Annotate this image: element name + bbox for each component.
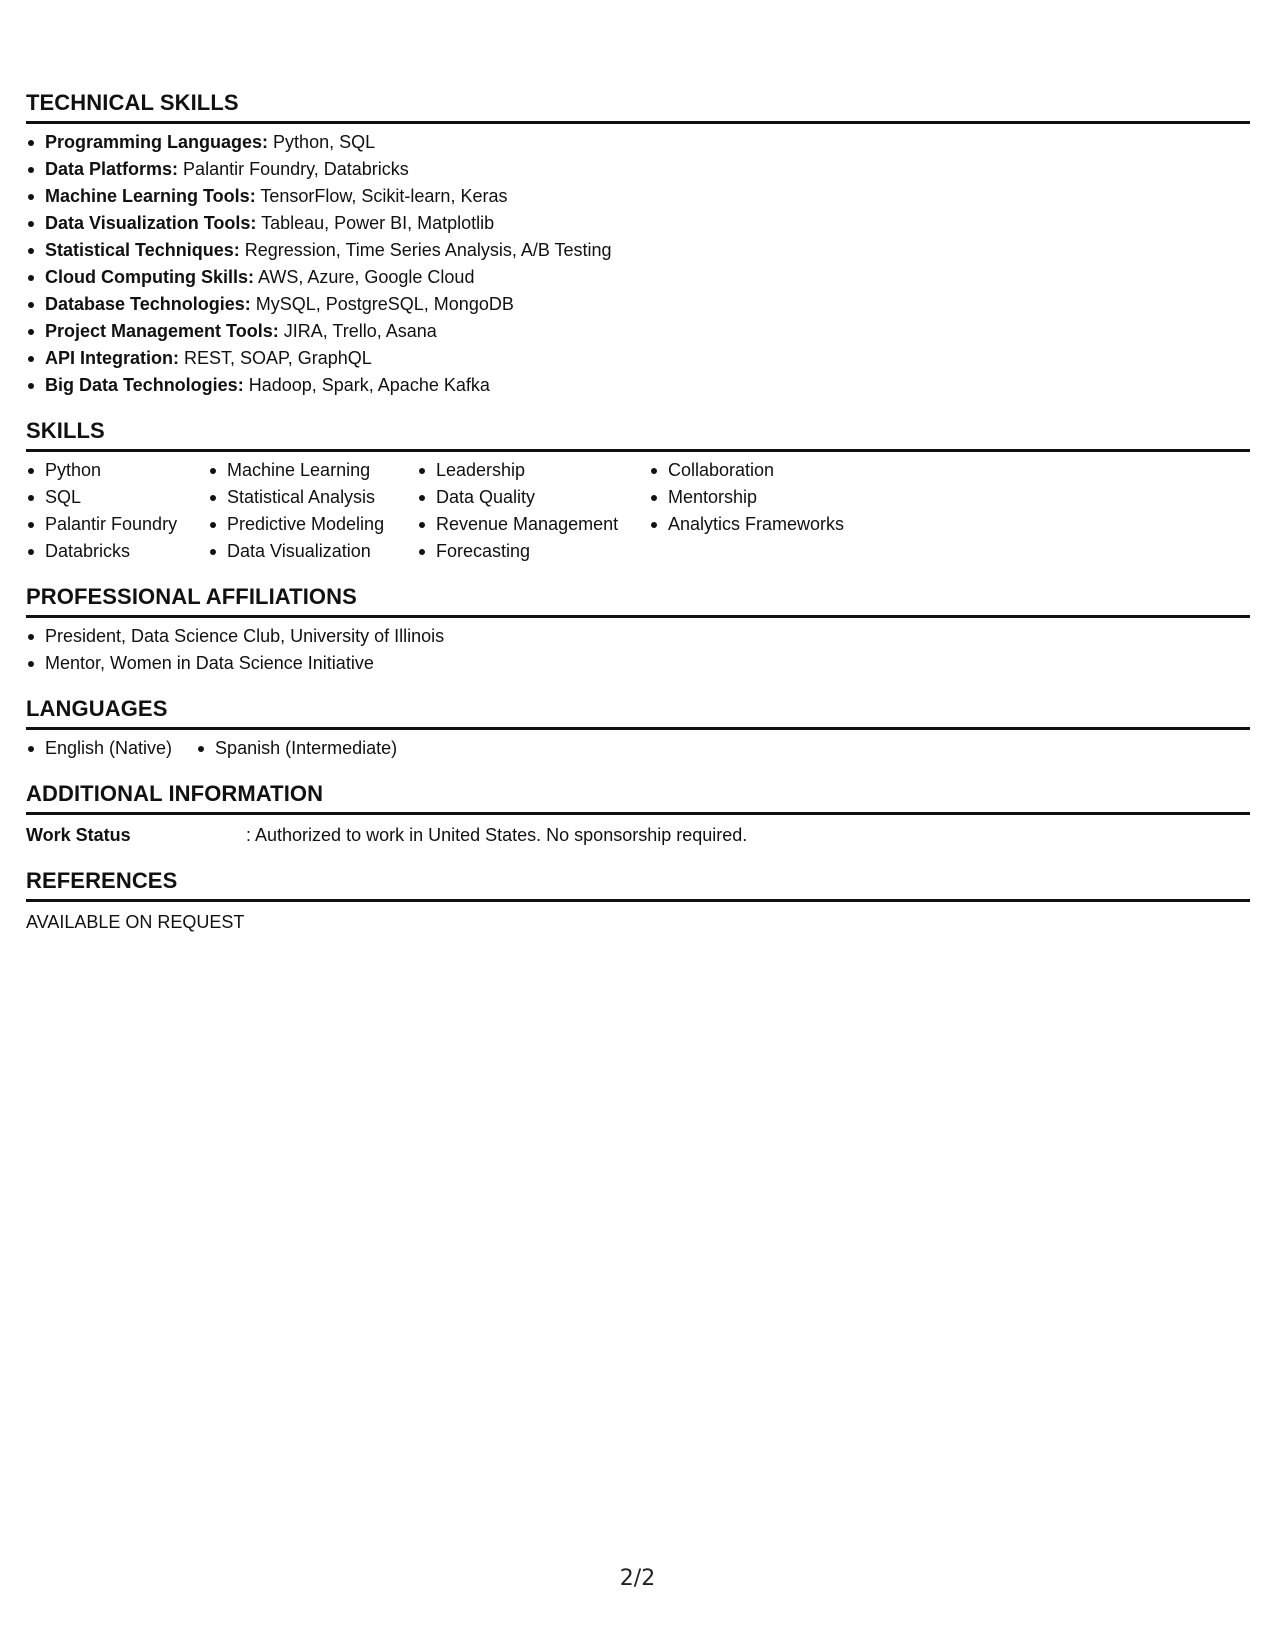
skills-column [208, 457, 417, 565]
work-status-label: Work Status [26, 825, 131, 845]
list-item: President, Data Science Club, University of Illinois [26, 623, 1250, 650]
section-spacer [26, 762, 1250, 781]
list-item: Collaboration [649, 457, 869, 484]
list-item: Predictive Modeling [208, 511, 417, 538]
skill-values: Palantir Foundry, Databricks [183, 159, 409, 179]
list-item: Mentorship [649, 484, 869, 511]
list-item: Mentor, Women in Data Science Initiative [26, 650, 1250, 677]
list-item [26, 129, 1250, 156]
skill-values: MySQL, PostgreSQL, MongoDB [255, 294, 514, 314]
languages-list [26, 735, 421, 762]
section-spacer [26, 849, 1250, 868]
list-item [26, 372, 1250, 399]
skill-category: Database Technologies: [45, 294, 251, 314]
list-item: Revenue Management [417, 511, 649, 538]
languages-section [26, 696, 1250, 762]
skill-values: AWS, Azure, Google Cloud [258, 267, 475, 287]
skills-column [26, 457, 208, 565]
skill-category: Data Platforms: [45, 159, 179, 179]
section-heading: PROFESSIONAL AFFILIATIONS [26, 584, 1250, 618]
skill-values: REST, SOAP, GraphQL [184, 348, 372, 368]
list-item [26, 237, 1250, 264]
list-item [26, 183, 1250, 210]
section-spacer [26, 677, 1250, 696]
list-item: Data Quality [417, 484, 649, 511]
skill-category: API Integration: [45, 348, 179, 368]
work-status-row [26, 815, 1250, 849]
list-item: Data Visualization [208, 538, 417, 565]
skills-column [649, 457, 869, 565]
skill-values: Tableau, Power BI, Matplotlib [261, 213, 495, 233]
list-item [26, 345, 1250, 372]
section-heading: TECHNICAL SKILLS [26, 90, 1250, 124]
list-item [26, 291, 1250, 318]
list-item: Python [26, 457, 208, 484]
affiliations-list [26, 618, 1250, 677]
languages-row [26, 730, 1250, 762]
affiliations-section [26, 584, 1250, 677]
technical-skills-section [26, 90, 1250, 399]
skill-category: Machine Learning Tools: [45, 186, 256, 206]
references-text: AVAILABLE ON REQUEST [26, 912, 245, 932]
skill-values: Regression, Time Series Analysis, A/B Testing [244, 240, 612, 260]
list-item: Machine Learning [208, 457, 417, 484]
technical-skills-list [26, 124, 1250, 399]
section-spacer [26, 565, 1250, 584]
list-item: Statistical Analysis [208, 484, 417, 511]
page-number: 2/2 [619, 1566, 656, 1591]
list-item: Databricks [26, 538, 208, 565]
skill-values: Hadoop, Spark, Apache Kafka [248, 375, 490, 395]
list-item [26, 264, 1250, 291]
skill-values: Python, SQL [273, 132, 376, 152]
skill-category: Project Management Tools: [45, 321, 279, 341]
section-heading: SKILLS [26, 418, 1250, 452]
work-status-value: : Authorized to work in United States. No sponsorship required. [246, 825, 748, 845]
skill-values: JIRA, Trello, Asana [283, 321, 437, 341]
skill-category: Cloud Computing Skills: [45, 267, 254, 287]
section-spacer [26, 399, 1250, 418]
list-item [26, 318, 1250, 345]
list-item: Palantir Foundry [26, 511, 208, 538]
list-item [26, 210, 1250, 237]
list-item: Leadership [417, 457, 649, 484]
list-item: Spanish (Intermediate) [196, 735, 397, 762]
list-item: SQL [26, 484, 208, 511]
skill-values: TensorFlow, Scikit-learn, Keras [260, 186, 508, 206]
list-item: Analytics Frameworks [649, 511, 869, 538]
skill-category: Programming Languages: [45, 132, 269, 152]
resume-page [26, 90, 1250, 936]
section-heading: LANGUAGES [26, 696, 1250, 730]
additional-info-section [26, 781, 1250, 849]
list-item [26, 156, 1250, 183]
skill-category: Data Visualization Tools: [45, 213, 257, 233]
skill-category: Statistical Techniques: [45, 240, 240, 260]
list-item: Forecasting [417, 538, 649, 565]
section-heading: REFERENCES [26, 868, 1250, 902]
references-section [26, 868, 1250, 936]
list-item: English (Native) [26, 735, 172, 762]
skills-section [26, 418, 1250, 565]
skills-grid [26, 452, 1250, 565]
skills-column [417, 457, 649, 565]
section-heading: ADDITIONAL INFORMATION [26, 781, 1250, 815]
skill-category: Big Data Technologies: [45, 375, 244, 395]
